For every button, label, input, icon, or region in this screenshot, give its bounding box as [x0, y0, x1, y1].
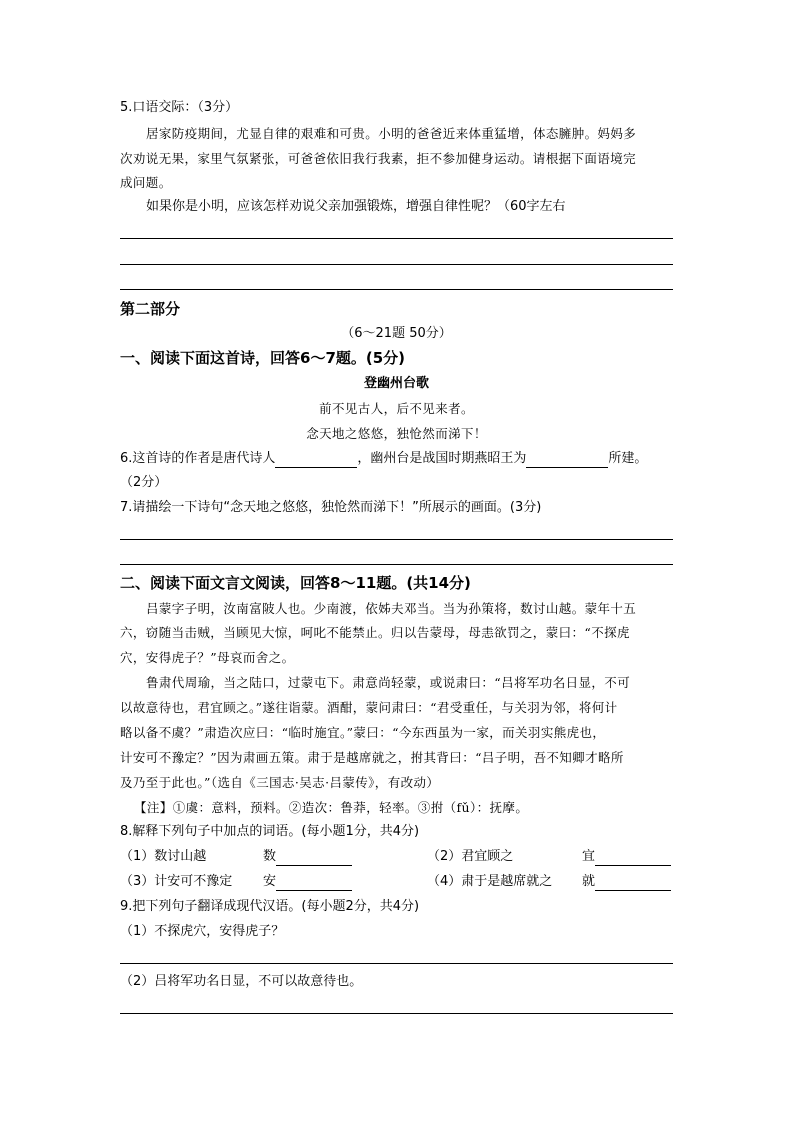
- q5-answer-line-1[interactable]: [120, 238, 673, 239]
- q8-item-3-blank[interactable]: [276, 876, 352, 891]
- q5-answer-line-2[interactable]: [120, 264, 673, 265]
- q5-title: 5.口语交际：（3分）: [120, 100, 239, 115]
- poem-line-2: 念天地之悠悠，独怆然而涕下！: [306, 426, 487, 441]
- q7-answer-line-2[interactable]: [120, 564, 673, 565]
- sec1-heading: 一、阅读下面这首诗，回答6～7题。(5分): [120, 349, 406, 367]
- q9-item-1: （1）不探虎穴，安得虎子？: [120, 924, 285, 939]
- part2-heading: 第二部分: [120, 300, 181, 318]
- q8-item-1-blank[interactable]: [276, 851, 352, 866]
- poem-line-1: 前不见古人，后不见来者。: [319, 401, 474, 416]
- sec2-heading: 二、阅读下面文言文阅读，回答8～11题。(共14分): [120, 574, 471, 592]
- passage-note: 【注】①虞：意料，预料。②造次：鲁莽，轻率。③拊（fǔ）：抚摩。: [134, 800, 529, 815]
- q6-text-c: 所建。: [608, 451, 648, 466]
- q7-answer-line-1[interactable]: [120, 539, 673, 540]
- q9-item-2: （2）吕将军功名日显，不可以故意待也。: [120, 974, 363, 989]
- q9-2-answer-line[interactable]: [120, 1013, 673, 1014]
- q7: 7.请描绘一下诗句“念天地之悠悠，独怆然而涕下！”所展示的画面。(3分): [120, 500, 542, 515]
- q9: 9.把下列句子翻译成现代汉语。(每小题2分，共4分): [120, 899, 420, 914]
- q8-item-2-sentence: （2）君宜顾之: [427, 849, 514, 864]
- part2-range: （6～21题 50分）: [341, 326, 452, 341]
- q8-item-1-sentence: （1）数讨山越: [120, 849, 207, 864]
- q8-item-2-blank[interactable]: [595, 851, 671, 866]
- q6-score: （2分）: [120, 475, 168, 490]
- q8-item-2-word: 宜: [582, 849, 596, 864]
- passage-p1-line3: 穴，安得虎子？”母哀而舍之。: [120, 650, 295, 665]
- q5-question: 如果你是小明，应该怎样劝说父亲加强锻炼，增强自律性呢？（60字左右: [146, 199, 566, 214]
- q8-item-3-word: 安: [263, 874, 277, 889]
- q8-item-1-answer: [263, 848, 352, 866]
- q6-text-b: ，幽州台是战国时期燕昭王为: [357, 451, 527, 466]
- q5-answer-line-3[interactable]: [120, 289, 673, 290]
- q6: [120, 450, 647, 468]
- q8-item-4-answer: [582, 873, 671, 891]
- passage-p2-line4: 计安可不豫定？”因为肃画五策。肃于是越席就之，拊其背曰：“吕子明，吾不知卿才略所: [120, 750, 624, 765]
- q6-blank-poet[interactable]: [275, 453, 357, 468]
- passage-p1-line2: 六，窃随当击贼，当顾见大惊，呵叱不能禁止。归以告蒙母，母恚欲罚之，蒙曰：“不探虎: [120, 625, 630, 640]
- q8-item-1-word: 数: [263, 849, 277, 864]
- q8-item-3-sentence: （3）计安可不豫定: [120, 874, 233, 889]
- q5-para-line3: 成问题。: [120, 175, 172, 190]
- passage-p1-line1: 吕蒙字子明，汝南富陂人也。少南渡，依姊夫邓当。当为孙策将，数讨山越。蒙年十五: [146, 601, 637, 616]
- passage-p2-line3: 略以备不虞？”肃造次应曰：“临时施宜。”蒙曰：“今东西虽为一家，而关羽实熊虎也，: [120, 725, 606, 740]
- q8-item-4-sentence: （4）肃于是越席就之: [427, 874, 553, 889]
- q8-item-2-answer: [582, 848, 671, 866]
- q6-blank-purpose[interactable]: [526, 453, 608, 468]
- q6-text-a: 6.这首诗的作者是唐代诗人: [120, 451, 276, 466]
- q9-1-answer-line[interactable]: [120, 963, 673, 964]
- passage-p2-line1: 鲁肃代周瑜，当之陆口，过蒙屯下。肃意尚轻蒙，或说肃曰：“吕将军功名日显，不可: [146, 675, 631, 690]
- q5-para-line2: 次劝说无果，家里气氛紧张，可爸爸依旧我行我素，拒不参加健身运动。请根据下面语境完: [120, 151, 637, 166]
- q8-item-4-blank[interactable]: [595, 876, 671, 891]
- q8-item-3-answer: [263, 873, 352, 891]
- poem-title: 登幽州台歌: [363, 376, 429, 391]
- q8: 8.解释下列句子中加点的词语。(每小题1分，共4分): [120, 824, 420, 839]
- passage-p2-line2: 以故意待也，君宜顾之。”遂往诣蒙。酒酣，蒙问肃曰：“君受重任，与关羽为邻，将何计: [120, 700, 618, 715]
- q5-para-line1: 居家防疫期间，尤显自律的艰难和可贵。小明的爸爸近来体重猛增，体态臃肿。妈妈多: [146, 126, 637, 141]
- passage-p2-line5: 及乃至于此也。”（选自《三国志·吴志·吕蒙传》，有改动）: [120, 775, 440, 790]
- q8-item-4-word: 就: [582, 874, 596, 889]
